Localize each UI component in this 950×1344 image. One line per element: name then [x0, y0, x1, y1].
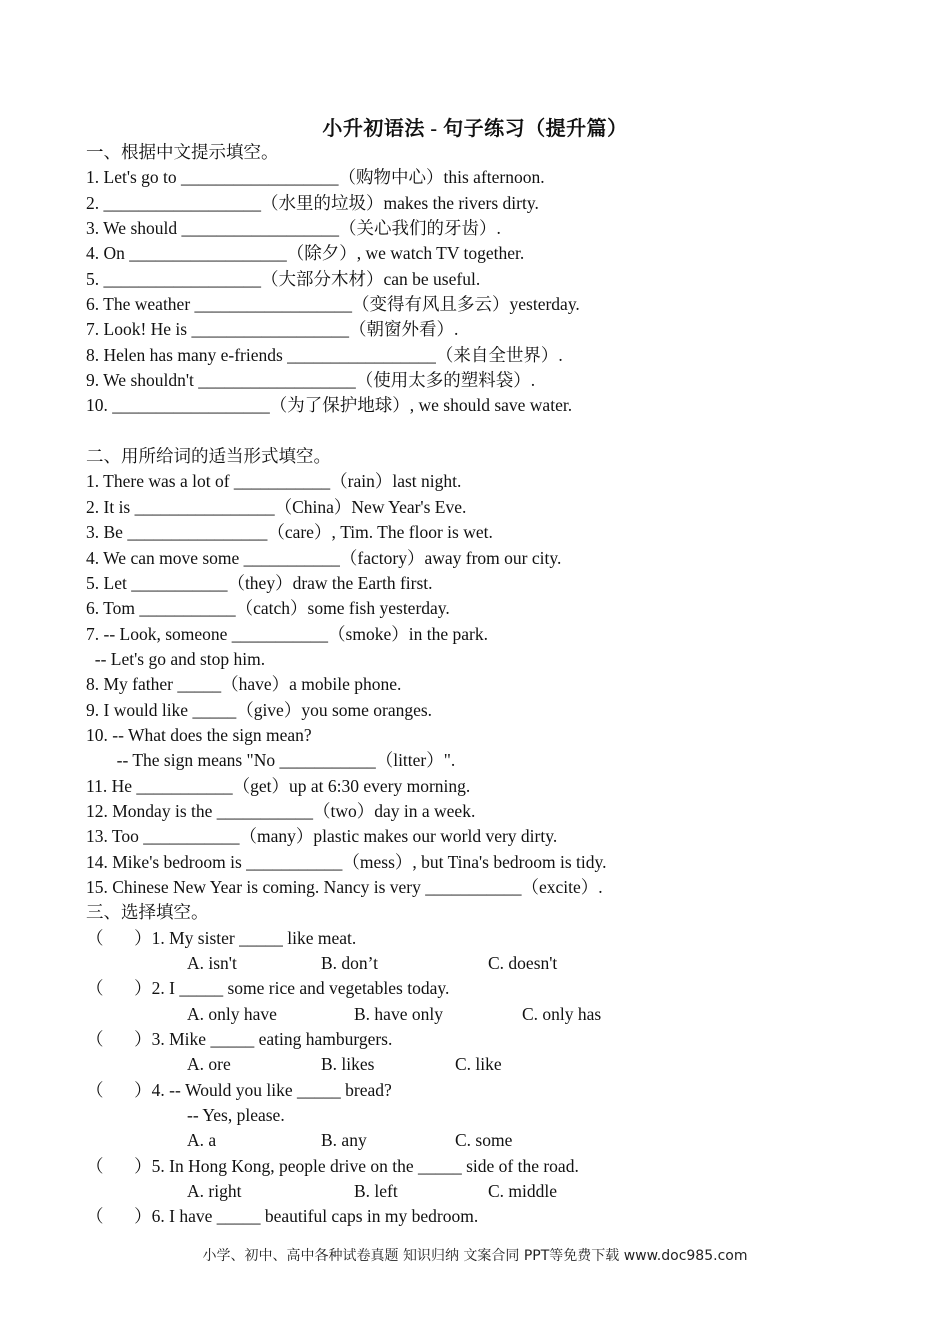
s1-item: 1. Let's go to __________________（购物中心）this afternoon. — [86, 167, 545, 188]
mc-options — [86, 1002, 926, 1027]
mc-options — [86, 1128, 926, 1153]
option-a: A. isn't — [187, 953, 237, 973]
option-a: A. a — [187, 1130, 217, 1151]
s2-item: -- Let's go and stop him. — [86, 648, 266, 669]
mc-question: （ ）2. I _____ some rice and vegetables today. — [86, 978, 450, 999]
s2-item: 11. He ___________（get）up at 6:30 every morning. — [86, 775, 471, 796]
s1-item: 3. We should __________________（关心我们的牙齿）. — [86, 218, 501, 239]
s2-item: 5. Let ___________（they）draw the Earth first. — [86, 572, 433, 593]
s2-item: 3. Be ________________（care）, Tim. The floor is wet. — [86, 522, 493, 543]
option-a: A. right — [187, 1181, 242, 1202]
mc-question: （ ）6. I have _____ beautiful caps in my bedroom. — [86, 1206, 479, 1227]
option-b: B. have only — [354, 1003, 443, 1024]
section2-heading: 二、用所给词的适当形式填空。 — [86, 446, 331, 467]
section-spacer — [86, 419, 926, 444]
s1-item: 2. __________________（水里的垃圾）makes the rivers dirty. — [86, 192, 539, 213]
mc-question: （ ）1. My sister _____ like meat. — [86, 927, 357, 948]
option-b: B. left — [354, 1181, 398, 1202]
section1-heading: 一、根据中文提示填空。 — [86, 142, 279, 162]
mc-question: （ ）3. Mike _____ eating hamburgers. — [86, 1029, 393, 1050]
s1-item: 4. On __________________（除夕）, we watch TV together. — [86, 243, 525, 264]
option-c: C. only has — [522, 1003, 602, 1024]
s1-item: 10. __________________（为了保护地球）, we should save water. — [86, 395, 573, 416]
s2-item: 9. I would like _____（give）you some oranges. — [86, 699, 433, 720]
s2-item: 6. Tom ___________（catch）some fish yesterday. — [86, 598, 450, 619]
s2-item: 8. My father _____（have）a mobile phone. — [86, 674, 402, 695]
mc-options — [86, 1179, 926, 1204]
mc-question: （ ）4. -- Would you like _____ bread? — [86, 1079, 392, 1100]
s2-item: 4. We can move some ___________（factory）away from our city. — [86, 547, 562, 568]
worksheet-body — [86, 140, 926, 1230]
s1-item: 7. Look! He is __________________（朝窗外看）. — [86, 319, 459, 340]
option-c: C. some — [455, 1130, 513, 1151]
mc-dialog-reply — [86, 1103, 926, 1128]
mc-options — [86, 1052, 926, 1077]
option-b: B. any — [321, 1130, 367, 1151]
s2-item: 1. There was a lot of ___________（rain）last night. — [86, 471, 462, 492]
s2-item: 2. It is ________________（China）New Year's Eve. — [86, 496, 467, 517]
s1-item: 8. Helen has many e-friends _________________（来自全世界）. — [86, 344, 563, 365]
worksheet-title: 小升初语法 - 句子练习（提升篇） — [322, 118, 628, 140]
s2-item: 14. Mike's bedroom is ___________（mess）, but Tina's bedroom is tidy. — [86, 851, 607, 872]
s1-item: 5. __________________（大部分木材）can be useful. — [86, 268, 481, 289]
option-c: C. like — [455, 1054, 502, 1075]
section3-heading: 三、选择填空。 — [86, 902, 209, 923]
dialog-reply: -- Yes, please. — [187, 1105, 285, 1126]
option-b: B. don’t — [321, 953, 379, 973]
s2-item: 13. Too ___________（many）plastic makes our world very dirty. — [86, 826, 558, 847]
option-b: B. likes — [321, 1054, 375, 1075]
s2-item: 12. Monday is the ___________（two）day in a week. — [86, 800, 476, 821]
mc-options — [86, 951, 926, 976]
s1-item: 6. The weather __________________（变得有风且多云）yesterday. — [86, 294, 580, 315]
option-c: C. middle — [488, 1181, 558, 1202]
s1-item: 9. We shouldn't __________________（使用太多的塑料袋）. — [86, 370, 536, 391]
s2-item: 7. -- Look, someone ___________（smoke）in the park. — [86, 623, 488, 644]
option-c: C. doesn't — [488, 953, 558, 973]
option-a: A. ore — [187, 1054, 231, 1075]
option-a: A. only have — [187, 1003, 277, 1024]
mc-question: （ ）5. In Hong Kong, people drive on the _____ side of the road. — [86, 1155, 579, 1176]
s2-item: -- The sign means "No ___________（litter）". — [86, 750, 456, 771]
s2-item: 15. Chinese New Year is coming. Nancy is very ___________（excite）. — [86, 876, 603, 897]
footer-watermark: 小学、初中、高中各种试卷真题 知识归纳 文案合同 PPT等免费下载 www.doc985.com — [202, 1248, 748, 1264]
s2-item: 10. -- What does the sign mean? — [86, 724, 312, 745]
